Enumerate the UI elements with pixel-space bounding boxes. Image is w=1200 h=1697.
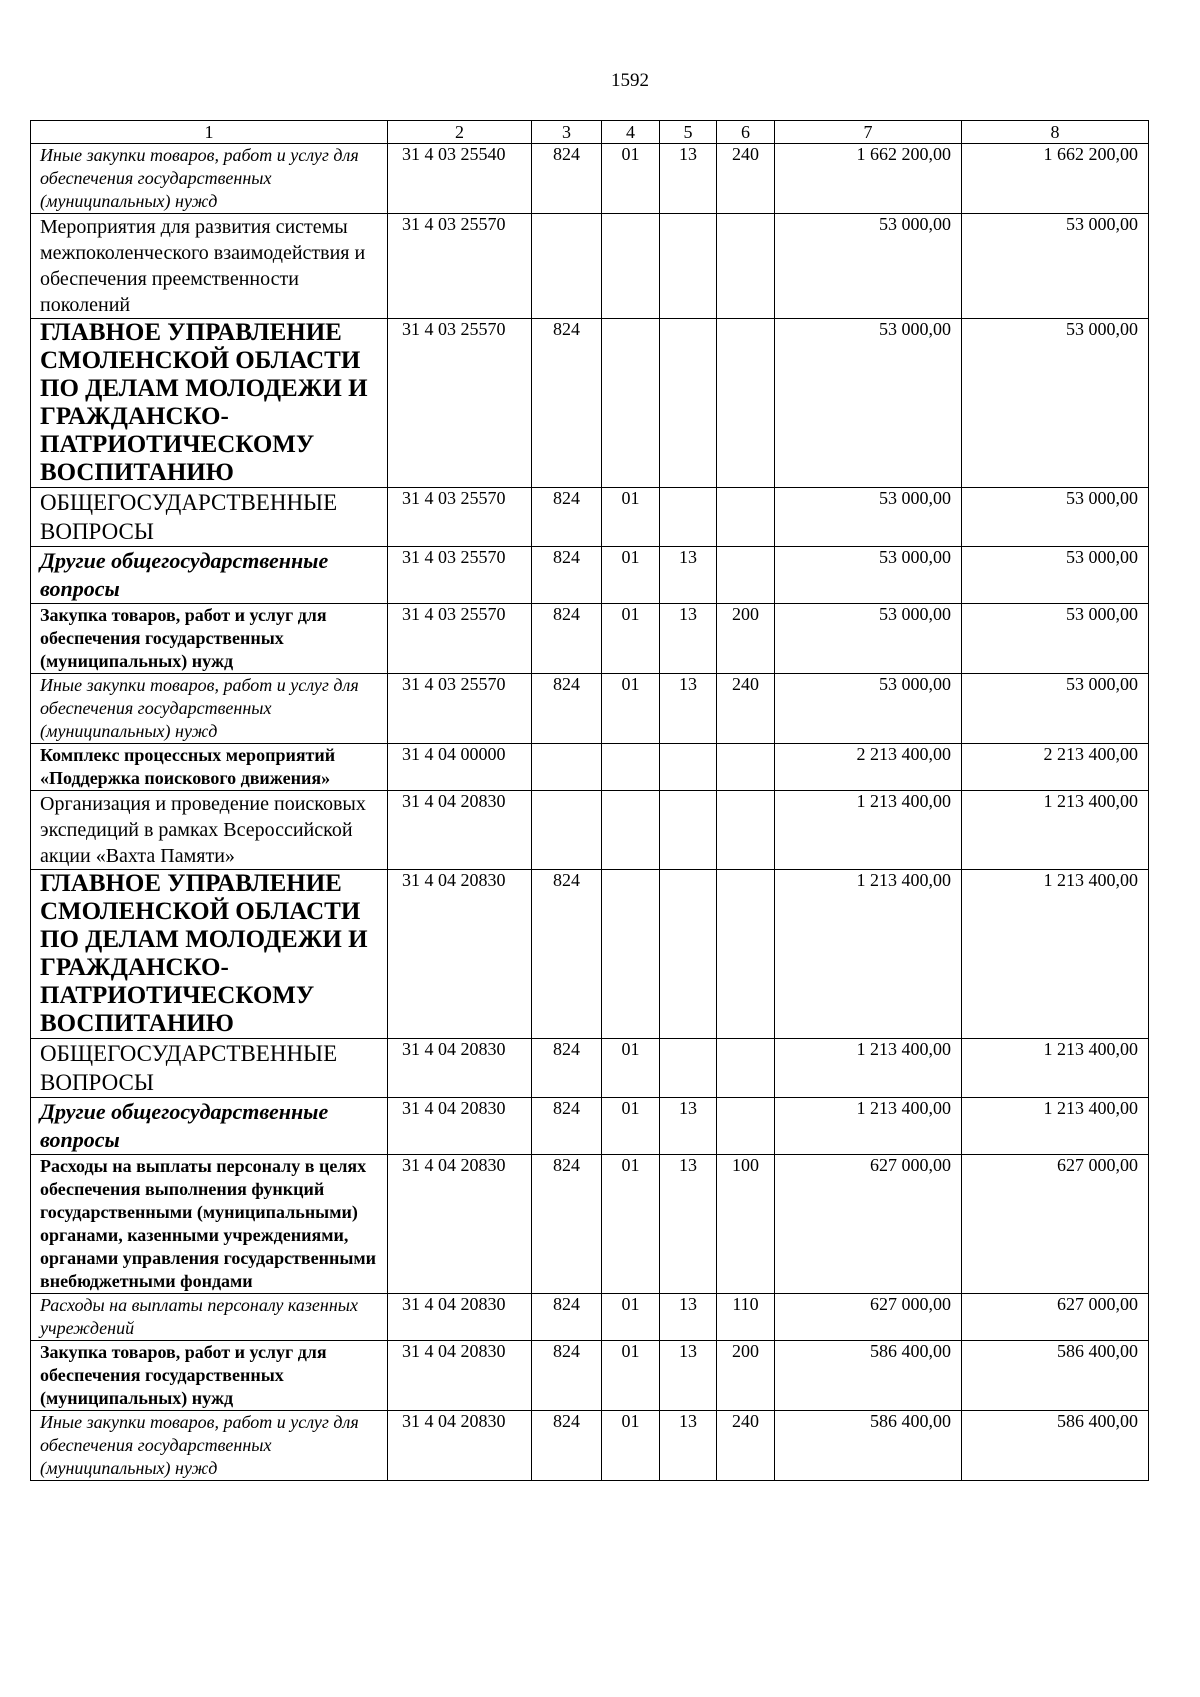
- amount-col7-cell: 627 000,00: [775, 1155, 962, 1294]
- header-cell-5: 5: [660, 121, 717, 144]
- expense-type-cell: [717, 547, 775, 604]
- amount-col7-cell: 53 000,00: [775, 319, 962, 488]
- expense-type-cell: 240: [717, 674, 775, 744]
- target-article-cell: 31 4 04 20830: [388, 1411, 532, 1481]
- target-article-cell: 31 4 04 20830: [388, 870, 532, 1039]
- table-row: [31, 319, 1149, 488]
- amount-col8-cell: 1 213 400,00: [962, 870, 1149, 1039]
- row-name-cell: Иные закупки товаров, работ и услуг для обеспечения государственных (муниципальных) нужд: [31, 1411, 388, 1481]
- row-name-cell: Мероприятия для развития системы межпоколенческого взаимодействия и обеспечения преемственности поколений: [31, 214, 388, 319]
- section-cell: 01: [602, 1155, 660, 1294]
- section-cell: [602, 214, 660, 319]
- expense-type-cell: 240: [717, 1411, 775, 1481]
- ministry-code-cell: 824: [532, 870, 602, 1039]
- row-name-cell: ОБЩЕГОСУДАРСТВЕННЫЕ ВОПРОСЫ: [31, 1039, 388, 1098]
- subsection-cell: [660, 870, 717, 1039]
- ministry-code-cell: 824: [532, 144, 602, 214]
- row-name-cell: Закупка товаров, работ и услуг для обеспечения государственных (муниципальных) нужд: [31, 1341, 388, 1411]
- header-cell-3: 3: [532, 121, 602, 144]
- section-cell: [602, 319, 660, 488]
- amount-col8-cell: 53 000,00: [962, 319, 1149, 488]
- row-name-cell: Иные закупки товаров, работ и услуг для обеспечения государственных (муниципальных) нужд: [31, 144, 388, 214]
- row-name-cell: Комплекс процессных мероприятий «Поддержка поискового движения»: [31, 744, 388, 791]
- subsection-cell: 13: [660, 1411, 717, 1481]
- amount-col8-cell: 2 213 400,00: [962, 744, 1149, 791]
- expense-type-cell: [717, 488, 775, 547]
- amount-col7-cell: 53 000,00: [775, 214, 962, 319]
- row-name-cell: Расходы на выплаты персоналу казенных учреждений: [31, 1294, 388, 1341]
- table-row: [31, 1155, 1149, 1294]
- amount-col8-cell: 53 000,00: [962, 547, 1149, 604]
- amount-col8-cell: 1 213 400,00: [962, 1098, 1149, 1155]
- amount-col7-cell: 1 213 400,00: [775, 870, 962, 1039]
- row-name-cell: Закупка товаров, работ и услуг для обеспечения государственных (муниципальных) нужд: [31, 604, 388, 674]
- amount-col8-cell: 586 400,00: [962, 1411, 1149, 1481]
- target-article-cell: 31 4 04 20830: [388, 1098, 532, 1155]
- header-cell-4: 4: [602, 121, 660, 144]
- ministry-code-cell: 824: [532, 319, 602, 488]
- subsection-cell: [660, 214, 717, 319]
- expense-type-cell: 200: [717, 604, 775, 674]
- table-row: [31, 1411, 1149, 1481]
- expense-type-cell: [717, 1039, 775, 1098]
- subsection-cell: 13: [660, 1155, 717, 1294]
- table-row: [31, 604, 1149, 674]
- row-name-cell: ОБЩЕГОСУДАРСТВЕННЫЕ ВОПРОСЫ: [31, 488, 388, 547]
- table-row: [31, 674, 1149, 744]
- target-article-cell: 31 4 04 20830: [388, 1155, 532, 1294]
- amount-col7-cell: 53 000,00: [775, 604, 962, 674]
- expense-type-cell: 240: [717, 144, 775, 214]
- expense-type-cell: [717, 870, 775, 1039]
- target-article-cell: 31 4 03 25570: [388, 319, 532, 488]
- section-cell: 01: [602, 604, 660, 674]
- page-number: 1592: [611, 70, 649, 91]
- section-cell: [602, 870, 660, 1039]
- header-cell-8: 8: [962, 121, 1149, 144]
- target-article-cell: 31 4 04 20830: [388, 1341, 532, 1411]
- amount-col8-cell: 1 662 200,00: [962, 144, 1149, 214]
- expense-type-cell: 100: [717, 1155, 775, 1294]
- ministry-code-cell: [532, 791, 602, 870]
- table-row: [31, 1098, 1149, 1155]
- amount-col7-cell: 53 000,00: [775, 547, 962, 604]
- amount-col7-cell: 2 213 400,00: [775, 744, 962, 791]
- section-cell: 01: [602, 488, 660, 547]
- amount-col7-cell: 1 213 400,00: [775, 791, 962, 870]
- subsection-cell: 13: [660, 1294, 717, 1341]
- table-row: [31, 1039, 1149, 1098]
- header-cell-1: 1: [31, 121, 388, 144]
- subsection-cell: 13: [660, 674, 717, 744]
- target-article-cell: 31 4 04 20830: [388, 1039, 532, 1098]
- row-name-cell: Другие общегосударственные вопросы: [31, 547, 388, 604]
- section-cell: 01: [602, 1098, 660, 1155]
- ministry-code-cell: 824: [532, 1039, 602, 1098]
- amount-col8-cell: 627 000,00: [962, 1155, 1149, 1294]
- target-article-cell: 31 4 03 25570: [388, 547, 532, 604]
- expense-type-cell: 110: [717, 1294, 775, 1341]
- section-cell: [602, 744, 660, 791]
- amount-col8-cell: 586 400,00: [962, 1341, 1149, 1411]
- amount-col8-cell: 1 213 400,00: [962, 791, 1149, 870]
- budget-table: [30, 120, 1149, 1481]
- ministry-code-cell: 824: [532, 1294, 602, 1341]
- expense-type-cell: [717, 744, 775, 791]
- section-cell: 01: [602, 547, 660, 604]
- target-article-cell: 31 4 04 20830: [388, 791, 532, 870]
- amount-col7-cell: 1 662 200,00: [775, 144, 962, 214]
- subsection-cell: [660, 319, 717, 488]
- ministry-code-cell: 824: [532, 1411, 602, 1481]
- subsection-cell: [660, 791, 717, 870]
- target-article-cell: 31 4 03 25570: [388, 488, 532, 547]
- section-cell: 01: [602, 144, 660, 214]
- row-name-cell: Расходы на выплаты персоналу в целях обеспечения выполнения функций государственными (муниципальными) органами, казенными учреждениями, органами управления государственными внебюджетными фондами: [31, 1155, 388, 1294]
- subsection-cell: 13: [660, 1341, 717, 1411]
- target-article-cell: 31 4 03 25570: [388, 604, 532, 674]
- target-article-cell: 31 4 03 25570: [388, 214, 532, 319]
- table-row: [31, 488, 1149, 547]
- target-article-cell: 31 4 04 20830: [388, 1294, 532, 1341]
- header-cell-2: 2: [388, 121, 532, 144]
- table-row: [31, 144, 1149, 214]
- table-row: [31, 744, 1149, 791]
- subsection-cell: 13: [660, 144, 717, 214]
- amount-col7-cell: 1 213 400,00: [775, 1098, 962, 1155]
- subsection-cell: 13: [660, 604, 717, 674]
- header-row: [31, 121, 1149, 144]
- amount-col8-cell: 1 213 400,00: [962, 1039, 1149, 1098]
- ministry-code-cell: 824: [532, 547, 602, 604]
- expense-type-cell: [717, 791, 775, 870]
- subsection-cell: 13: [660, 1098, 717, 1155]
- row-name-cell: ГЛАВНОЕ УПРАВЛЕНИЕ СМОЛЕНСКОЙ ОБЛАСТИ ПО ДЕЛАМ МОЛОДЕЖИ И ГРАЖДАНСКО-ПАТРИОТИЧЕСКОМУ ВОСПИТАНИЮ: [31, 319, 388, 488]
- table-row: [31, 1294, 1149, 1341]
- section-cell: 01: [602, 1294, 660, 1341]
- amount-col7-cell: 1 213 400,00: [775, 1039, 962, 1098]
- expense-type-cell: [717, 319, 775, 488]
- amount-col7-cell: 586 400,00: [775, 1411, 962, 1481]
- table-row: [31, 547, 1149, 604]
- subsection-cell: 13: [660, 547, 717, 604]
- ministry-code-cell: 824: [532, 674, 602, 744]
- expense-type-cell: [717, 214, 775, 319]
- expense-type-cell: 200: [717, 1341, 775, 1411]
- header-cell-7: 7: [775, 121, 962, 144]
- section-cell: 01: [602, 1039, 660, 1098]
- target-article-cell: 31 4 03 25540: [388, 144, 532, 214]
- ministry-code-cell: 824: [532, 1098, 602, 1155]
- section-cell: 01: [602, 1341, 660, 1411]
- section-cell: 01: [602, 674, 660, 744]
- ministry-code-cell: [532, 744, 602, 791]
- table-row: [31, 791, 1149, 870]
- amount-col7-cell: 53 000,00: [775, 488, 962, 547]
- target-article-cell: 31 4 03 25570: [388, 674, 532, 744]
- row-name-cell: ГЛАВНОЕ УПРАВЛЕНИЕ СМОЛЕНСКОЙ ОБЛАСТИ ПО ДЕЛАМ МОЛОДЕЖИ И ГРАЖДАНСКО-ПАТРИОТИЧЕСКОМУ ВОСПИТАНИЮ: [31, 870, 388, 1039]
- table-row: [31, 214, 1149, 319]
- amount-col8-cell: 53 000,00: [962, 488, 1149, 547]
- ministry-code-cell: 824: [532, 488, 602, 547]
- ministry-code-cell: 824: [532, 1155, 602, 1294]
- section-cell: 01: [602, 1411, 660, 1481]
- subsection-cell: [660, 488, 717, 547]
- amount-col8-cell: 627 000,00: [962, 1294, 1149, 1341]
- header-cell-6: 6: [717, 121, 775, 144]
- row-name-cell: Другие общегосударственные вопросы: [31, 1098, 388, 1155]
- amount-col7-cell: 586 400,00: [775, 1341, 962, 1411]
- subsection-cell: [660, 1039, 717, 1098]
- table-row: [31, 1341, 1149, 1411]
- ministry-code-cell: 824: [532, 604, 602, 674]
- ministry-code-cell: [532, 214, 602, 319]
- ministry-code-cell: 824: [532, 1341, 602, 1411]
- expense-type-cell: [717, 1098, 775, 1155]
- section-cell: [602, 791, 660, 870]
- amount-col8-cell: 53 000,00: [962, 214, 1149, 319]
- table-row: [31, 870, 1149, 1039]
- row-name-cell: Организация и проведение поисковых экспедиций в рамках Всероссийской акции «Вахта Памяти»: [31, 791, 388, 870]
- amount-col8-cell: 53 000,00: [962, 674, 1149, 744]
- target-article-cell: 31 4 04 00000: [388, 744, 532, 791]
- row-name-cell: Иные закупки товаров, работ и услуг для обеспечения государственных (муниципальных) нужд: [31, 674, 388, 744]
- amount-col7-cell: 627 000,00: [775, 1294, 962, 1341]
- amount-col8-cell: 53 000,00: [962, 604, 1149, 674]
- amount-col7-cell: 53 000,00: [775, 674, 962, 744]
- subsection-cell: [660, 744, 717, 791]
